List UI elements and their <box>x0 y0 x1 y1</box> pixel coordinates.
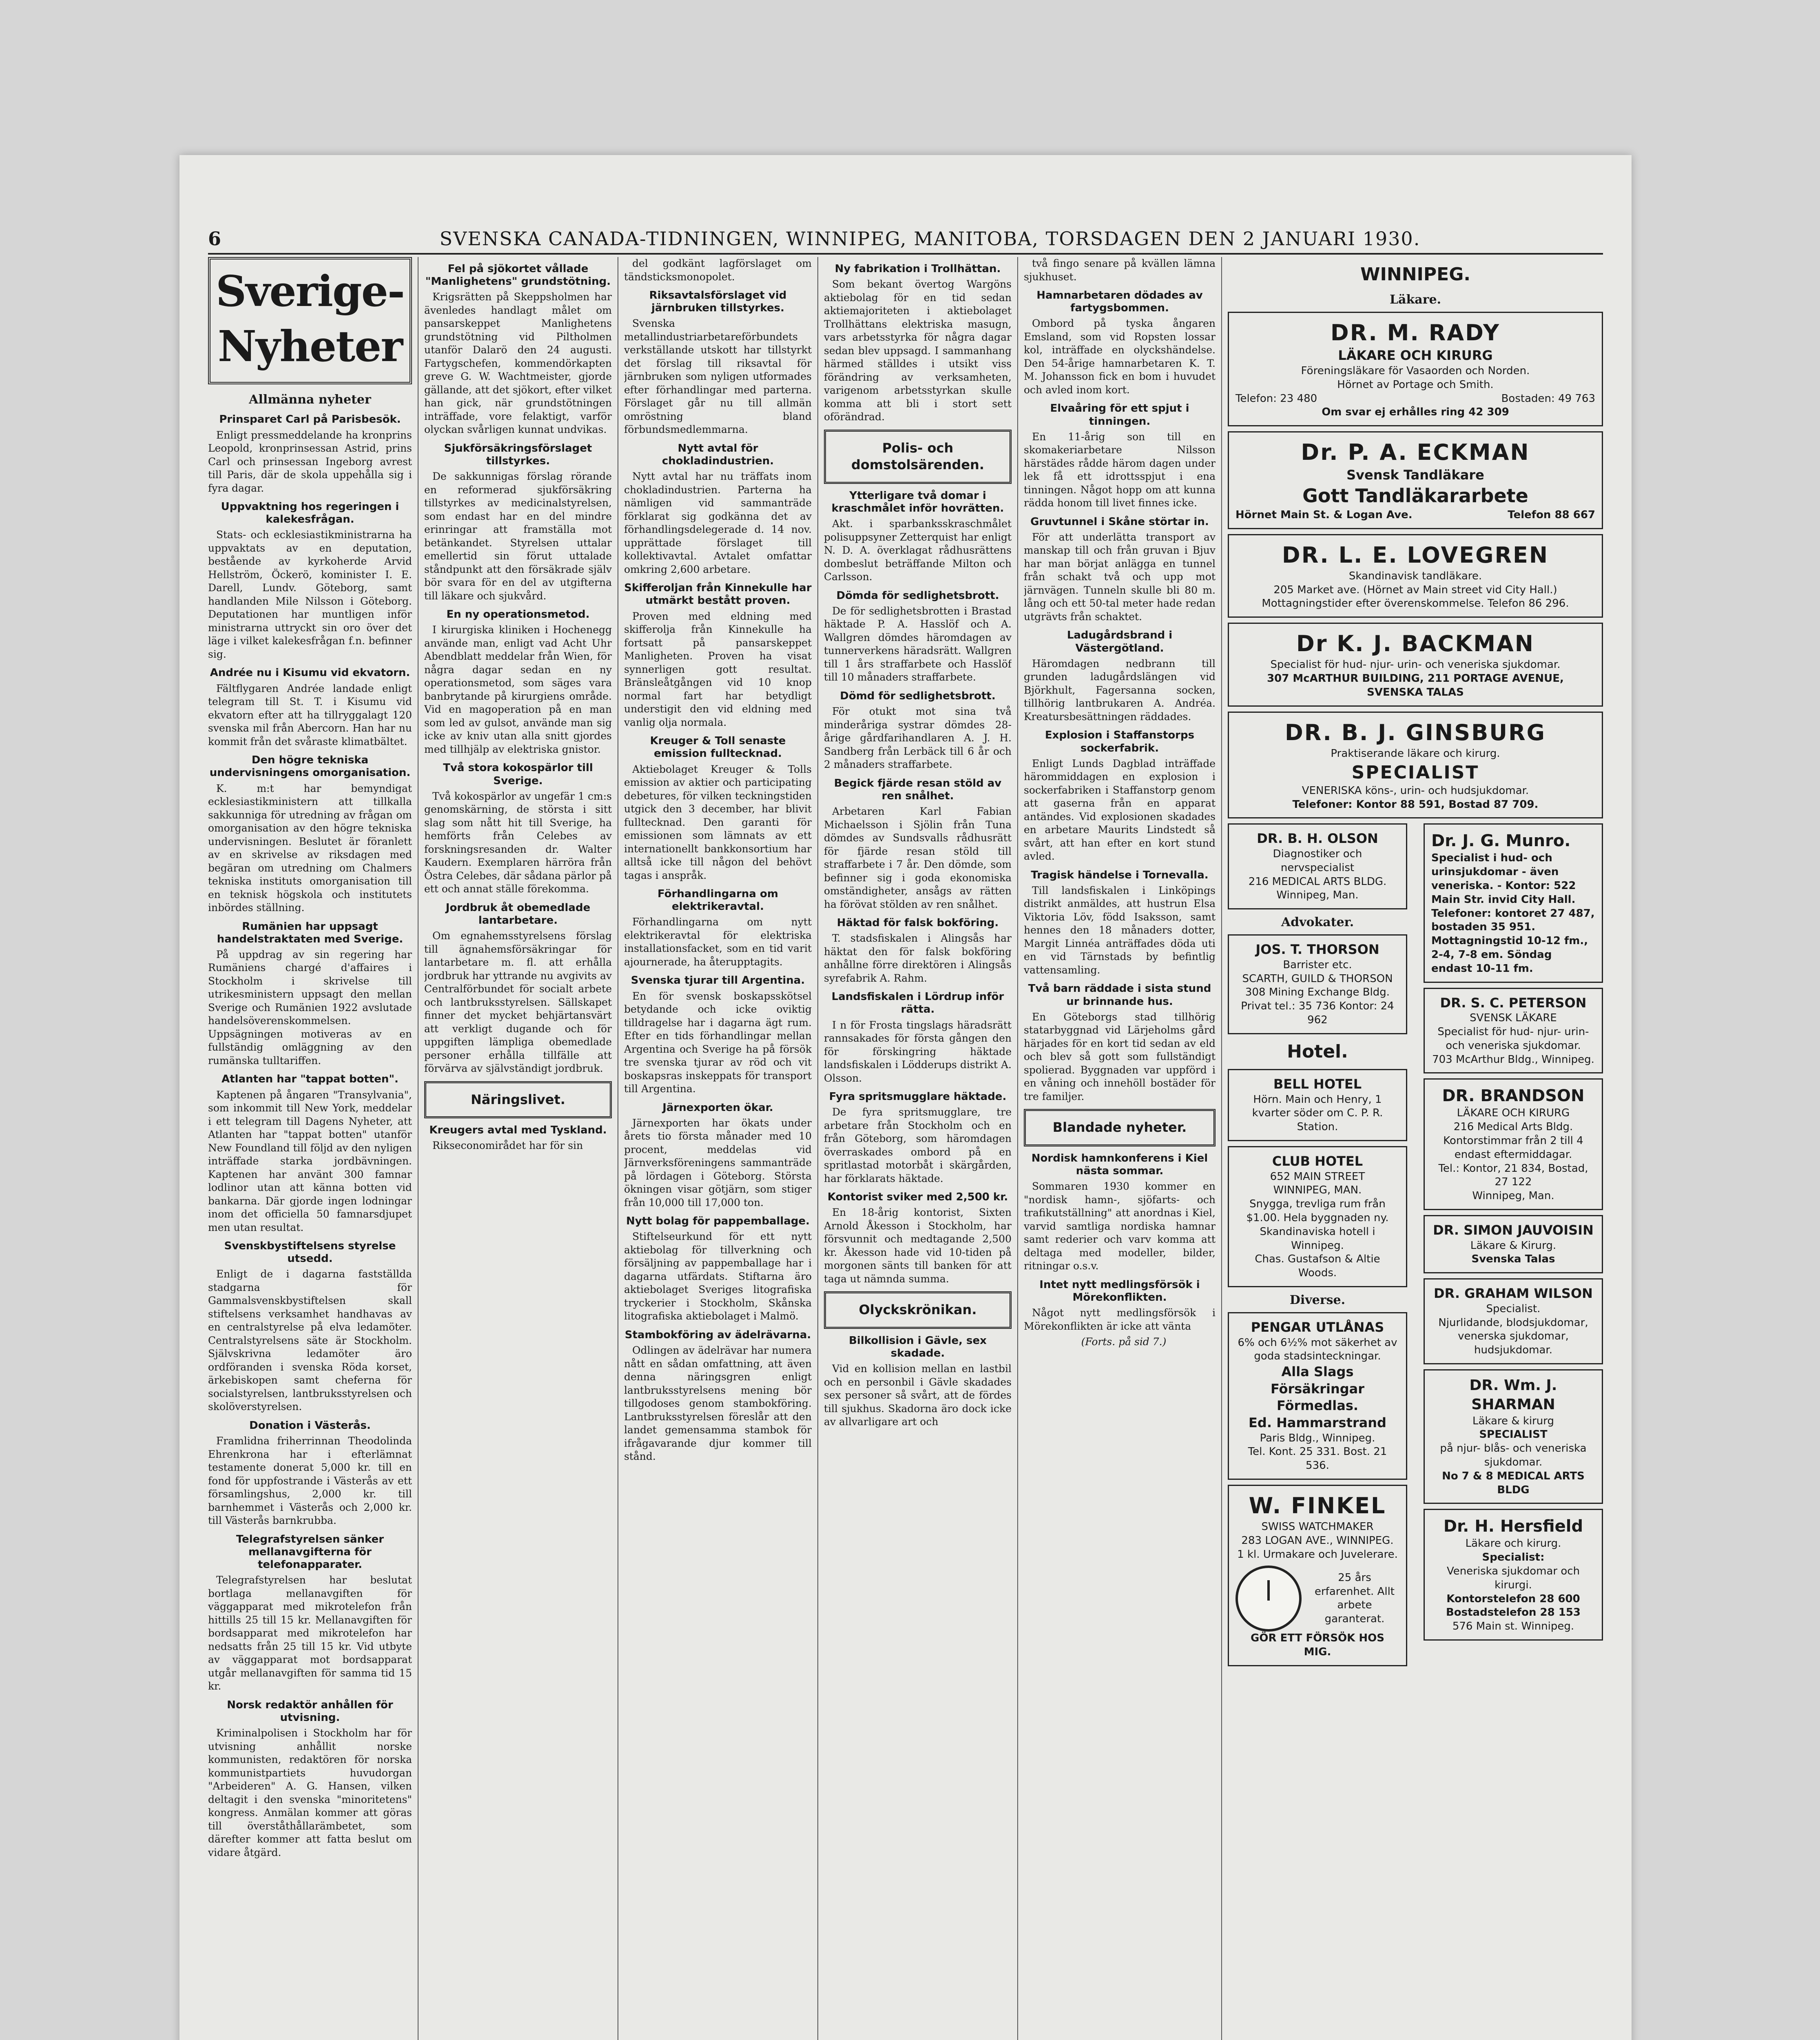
ad-text: Winnipeg, Man. <box>1472 1190 1554 1202</box>
ad-name: W. FINKEL <box>1249 1492 1386 1519</box>
ad-subtitle: Skandinavisk tandläkare. <box>1348 570 1482 582</box>
article-body: I n för Frosta tingslags häradsrätt rannsakades för första gången den för förskingring häktade landsfiskalen i Lödderups distrikt A. Olsson. <box>824 1019 1012 1084</box>
article-headline: Prinsparet Carl på Parisbesök. <box>219 413 401 426</box>
article-body: Ombord på tyska ångaren Emsland, som vid Ropsten lossar kol, inträffade en olyckshändelse. Den 54-årige hamnarbetaren K. T. M. Johansson fick en bom i huvudet och avled inom kort. <box>1024 317 1216 396</box>
newspaper-title: SVENSKA CANADA-TIDNINGEN, WINNIPEG, MANITOBA, TORSDAGEN DEN 2 JANUARI 1930. <box>439 228 1421 250</box>
masthead <box>208 224 1603 255</box>
ad-bell-hotel <box>1228 1069 1407 1141</box>
article-body: Odlingen av ädelrävar har numera nått en sådan omfattning, att även denna näringsgren enligt lantbruksstyrelsens mening bör tillgodoses genom stambokföring. Lantbruksstyrelsen föreslår att den landet gemensamma stambok för ifrågavarande djur kommer till stånd. <box>624 1344 812 1463</box>
ad-subtitle: Läkare och kirurg. <box>1465 1537 1561 1550</box>
article-body: Enligt pressmeddelande ha kronprins Leopold, kronprinsessan Astrid, prins Carl och prinsessan Ingeborg avrest till Paris, där de skola uppehålla sig i fyra dagar. <box>208 429 412 494</box>
article-body: två fingo senare på kvällen lämna sjukhuset. <box>1024 257 1216 283</box>
ad-phone: Bostadstelefon 28 153 <box>1446 1606 1581 1619</box>
ad-name: DR. S. C. PETERSON <box>1440 995 1587 1011</box>
ad-text: Hörnet av Portage och Smith. <box>1337 378 1494 391</box>
ad-address: No 7 & 8 MEDICAL ARTS BLDG <box>1442 1470 1585 1496</box>
article-body: Proven med eldning med skifferolja från Kinnekulle ha fortsatt på pansarskeppet Manligheten. Proven ha visat synnerligen gott resultat. Bränsleåtgången vid 10 knop normal fart har betydligt understigit den vid eldning med vanlig olja normala. <box>624 610 812 728</box>
ad-address: 307 McARTHUR BUILDING, 211 PORTAGE AVENUE, <box>1267 672 1564 685</box>
article-headline: Gruvtunnel i Skåne störtar in. <box>1030 515 1209 528</box>
newspaper-page <box>179 155 1632 2040</box>
ad-address: 703 McArthur Bldg., Winnipeg. <box>1432 1053 1594 1066</box>
column-5 <box>1024 257 1216 2040</box>
ad-hours: Kontorstimmar från 2 till 4 endast eftermiddagar. <box>1443 1135 1583 1161</box>
ad-subtitle: SVENSK LÄKARE <box>1470 1012 1557 1024</box>
article-headline: Kreugers avtal med Tyskland. <box>429 1124 607 1137</box>
ad-note: Om svar ej erhålles ring 42 309 <box>1322 406 1509 419</box>
ad-phone: Tel. Kont. 25 331. Bost. 21 536. <box>1248 1446 1387 1472</box>
ad-subtitle: SWISS WATCHMAKER <box>1261 1521 1374 1533</box>
article-headline: Ytterligare två domar i kraschmålet inför hovrätten. <box>831 489 1004 515</box>
ad-text: Barrister etc. <box>1283 958 1352 971</box>
ad-subtitle: Specialist för hud- njur- urin- och veneriska sjukdomar. <box>1270 659 1561 671</box>
ad-ginsburg <box>1228 712 1603 819</box>
ad-name: DR. GRAHAM WILSON <box>1434 1286 1593 1302</box>
ad-text: Snygga, trevliga rum från $1.00. Hela byggnaden ny. Skandinaviska hotell i Winnipeg. <box>1246 1198 1389 1252</box>
article-headline: Bilkollision i Gävle, sex skadade. <box>849 1335 987 1360</box>
article-headline: Den högre tekniska undervisningens omorganisation. <box>209 754 411 779</box>
ad-subtitle: Läkare & kirurg <box>1472 1415 1554 1427</box>
ad-phone: Kontorstelefon 28 600 <box>1446 1592 1580 1605</box>
ad-phone: Telefon: 23 480 <box>1235 392 1317 405</box>
column-divider <box>1017 257 1018 2040</box>
ads-row <box>1228 823 1603 1671</box>
article-headline: Landsfiskalen i Lördrup inför rätta. <box>831 991 1004 1016</box>
article-headline: Nordisk hamnkonferens i Kiel nästa sommar. <box>1031 1152 1208 1177</box>
column-divider <box>817 257 818 2040</box>
article-body: Som bekant övertog Wargöns aktiebolag för en tid sedan aktiemajoriteten i aktiebolaget Trollhättans elektriska masugn, vars arbetsstyrka för några dagar sedan blev uppsagd. I sammanhang härmed ställdes i utsikt viss förändring av verksamheten, varigenom arbetsstyrkan skulle komma att bli i stort sett oförändrad. <box>824 278 1012 423</box>
ad-text: Chas. Gustafson & Altie Woods. <box>1255 1253 1380 1279</box>
section-box-blandade: Blandade nyheter. <box>1024 1109 1216 1146</box>
ad-phone: Bostaden: 49 763 <box>1501 392 1595 405</box>
article-headline: Sjukförsäkringsförslaget tillstyrkes. <box>444 442 592 468</box>
article-headline: Kreuger & Toll senaste emission fulltecknad. <box>650 735 786 760</box>
ad-thorson <box>1228 934 1407 1034</box>
ad-phone: Tel.: Kontor, 21 834, Bostad, 27 122 <box>1438 1162 1588 1189</box>
ad-name: DR. L. E. LOVEGREN <box>1282 542 1549 568</box>
ad-text: WINNIPEG, MAN. <box>1273 1184 1362 1197</box>
ads-section-lakare: Läkare. <box>1389 293 1441 307</box>
article-body: Till landsfiskalen i Linköpings distrikt anmäldes, att hustrun Elsa Viktoria Löv, född Isaksson, samt hennes den 18 månaders dotter, Margit Linnéa anträffades döda uti en vid Tärnstads by befintlig vattensamling. <box>1024 884 1216 976</box>
article-headline: Ladugårdsbrand i Västergötland. <box>1067 629 1173 654</box>
article-headline: Ny fabrikation i Trollhättan. <box>835 263 1001 275</box>
ad-text: 25 års erfarenhet. Allt arbete garanterat. <box>1315 1571 1395 1625</box>
article-headline: Svenska tjurar till Argentina. <box>631 974 805 987</box>
article-body: Nytt avtal har nu träffats inom chokladindustrien. Parterna ha nämligen vid sammanträde förklarat sig godkänna det av förhandlingsdelegerade d. 14 nov. upprättade förslaget till kollektivavtal. Avtalet omfattar omkring 2,600 arbetare. <box>624 470 812 575</box>
ad-address: 216 Medical Arts Bldg. <box>1453 1121 1573 1133</box>
ad-name: PENGAR UTLÅNAS <box>1251 1319 1384 1335</box>
article-headline: Förhandlingarna om elektrikeravtal. <box>658 888 778 913</box>
ad-address: 652 MAIN STREET <box>1270 1170 1365 1183</box>
ad-rady <box>1228 312 1603 426</box>
ad-subtitle: Svensk Tandläkare <box>1346 467 1484 483</box>
ad-slogan: Gott Tandläkararbete <box>1302 484 1528 507</box>
ad-munro <box>1424 823 1603 982</box>
ad-subtitle: Läkare & Kirurg. <box>1470 1239 1557 1252</box>
ads-section-advokater: Advokater. <box>1281 915 1354 930</box>
section-box-naringslivet: Näringslivet. <box>424 1081 612 1119</box>
article-headline: Norsk redaktör anhållen för utvisning. <box>227 1699 393 1724</box>
article-body: För att underlätta transport av manskap till och från gruvan i Bjuv har man börjat anlägga en tunnel från schakt två och upp mot järnvägen. Tunneln skulle bli 80 m. lång och ett 50-tal meter hade redan utgrävts från schaktet. <box>1024 531 1216 623</box>
article-body: De för sedlighetsbrotten i Brastad häktade P. A. Hasslöf och A. Wallgren dömdes häromdagen av tunnerverkens häradsrätt. Wallgren till 1 års straffarbete och Hasslöf till 10 månaders straffarbete. <box>824 605 1012 683</box>
article-headline: Häktad för falsk bokföring. <box>837 917 999 929</box>
ad-text: 6% och 6½% mot säkerhet av goda stadsinteckningar. <box>1238 1336 1397 1363</box>
ad-name: BELL HOTEL <box>1273 1076 1362 1092</box>
article-body: För otukt mot sina två minderåriga systrar dömdes 28-årige gårdfarihandlaren A. J. H. Sandberg från Lerbäck till 6 år och 2 månaders straffarbete. <box>824 705 1012 771</box>
ad-text: 216 MEDICAL ARTS BLDG. <box>1248 875 1387 888</box>
ad-subtitle: LÄKARE OCH KIRURG <box>1457 1107 1570 1120</box>
article-body: Akt. i sparbanksskraschmålet polisuppsyner Zetterquist har enligt N. D. A. överklagat rådhusrättens dombeslut beträffande Milton och Carlsson. <box>824 518 1012 583</box>
ad-text: VENERISKA köns-, urin- och hudsjukdomar. <box>1302 784 1529 797</box>
ad-address: 205 Market ave. (Hörnet av Main street vid City Hall.) <box>1273 583 1557 596</box>
ad-name: DR. B. J. GINSBURG <box>1284 719 1546 745</box>
ad-text: Ed. Hammarstrand <box>1249 1415 1386 1430</box>
article-body: En Göteborgs stad tillhörig statarbyggnad vid Lärjeholms gård härjades för en kort tid sedan av eld och blev så gott som fullständigt spolierad. Byggnaden var uppförd i en våning och innehöll bostäder för tre familjer. <box>1024 1011 1216 1102</box>
ads-left <box>1228 823 1407 1671</box>
article-headline: Två stora kokospärlor till Sverige. <box>443 762 593 787</box>
ad-olson <box>1228 823 1407 909</box>
article-body: Stiftelseurkund för ett nytt aktiebolag för tillverkning och försäljning av pappemballage har i dagarna utfärdats. Stiftarna äro aktiebolaget Sveriges litografiska tryckerier i Stockholm, Skånska litografiska aktiebolaget i Malmö. <box>624 1231 812 1322</box>
article-headline: Hamnarbetaren dödades av fartygsbommen. <box>1036 289 1203 315</box>
section-box-olyckor: Olyckskrönikan. <box>824 1291 1012 1329</box>
column-3 <box>624 257 812 2040</box>
ad-subtitle: LÄKARE OCH KIRURG <box>1338 348 1493 364</box>
article-headline: Telegrafstyrelsen sänker mellanavgifterna för telefonapparater. <box>236 1533 384 1571</box>
column-1 <box>208 257 412 2040</box>
ad-text: på njur- blås- och veneriska sjukdomar. <box>1440 1442 1587 1468</box>
article-headline: Järnexporten ökar. <box>662 1101 773 1114</box>
article-headline: Elvaåring för ett spjut i tinningen. <box>1050 402 1189 428</box>
article-headline: Nytt avtal för chokladindustrien. <box>662 442 774 468</box>
ad-phone-row <box>1235 508 1595 522</box>
article-body: Järnexporten har ökats under årets tio första månader med 10 procent, meddelas vid Järnverksföreningens sammanträde på lördagen i Göteborg. Största ökningen visar götjärn, som stiger från 10,000 till 17,000 ton. <box>624 1117 812 1208</box>
ad-language: Svenska Talas <box>1471 1253 1555 1266</box>
ad-eckman <box>1228 431 1603 529</box>
article-body: Stats- och ecklesiastikministrarna ha uppvaktats av en deputation, bestående av kyrkoherde Arvid Hellström, Öckerö, kominister I. E. Darell, Lundv. Göteborg, samt handlanden Mile Nilsson i Göteborg. Deputationen har muntligen inför ministrarna uttryckt sin oro över det läge i vilket kalekesfrågan f.n. befinner sig. <box>208 529 412 660</box>
article-headline: Uppvaktning hos regeringen i kalekesfrågan. <box>221 501 399 526</box>
article-headline: En ny operationsmetod. <box>446 608 590 621</box>
ad-hersfield <box>1424 1509 1603 1641</box>
ad-text: Hörn. Main och Henry, 1 kvarter söder om C. P. R. Station. <box>1252 1093 1383 1133</box>
ad-text: Diagnostiker och nervspecialist <box>1273 848 1362 874</box>
ad-name: DR. B. H. OLSON <box>1257 831 1378 847</box>
ad-address: Hörnet Main St. & Logan Ave. <box>1235 508 1413 521</box>
ad-wilson <box>1424 1278 1603 1364</box>
ad-name: Dr. H. Hersfield <box>1443 1517 1583 1536</box>
section-title: Allmänna nyheter <box>249 392 371 407</box>
article-body: Vid en kollision mellan en lastbil och en personbil i Gävle skadades sex personer så svårt, att de fördes till sjukhus. Skadorna äro dock icke av allvarligare art och <box>824 1363 1012 1428</box>
ad-peterson <box>1424 988 1603 1074</box>
article-headline: Nytt bolag för pappemballage. <box>626 1215 810 1228</box>
ads-city-heading: WINNIPEG. <box>1360 264 1471 285</box>
article-headline: Riksavtalsförslaget vid järnbruken tillstyrkes. <box>649 289 787 315</box>
article-headline: Donation i Västerås. <box>249 1419 371 1432</box>
ad-hours: Mottagningstid 10-12 fm., 2-4, 7-8 em. Söndag endast 10-11 fm. <box>1431 935 1588 975</box>
ad-name: Dr. J. G. Munro. <box>1431 832 1571 851</box>
ad-phone: Telefoner: Kontor 88 591, Bostad 87 709. <box>1292 798 1539 811</box>
ad-text: Specialist i hud- och urinsjukdomar - även veneriska. - Kontor: 522 Main Str. invid City Hall. <box>1431 852 1576 906</box>
article-body: En för svensk boskapsskötsel betydande och icke oviktig tilldragelse har i dagarna ägt rum. Efter en tids förhandlingar mellan Argentina och Sverige ha på försök tre svenska tjurar av röd och vit boskapsras inskeppats för transport till Argentina. <box>624 990 812 1095</box>
article-headline: Dömd för sedlighetsbrott. <box>840 690 996 702</box>
article-body: I kirurgiska kliniken i Hochenegg använde man, enligt vad Acht Uhr Abendblatt meddelar från Wien, för några dagar sedan en ny operationsmetod, som säges vara banbrytande på kirurgiens område. Vid en magoperation på en man som led av gulsot, använde man sig icke av kniv utan alla snitt gjordes med tillhjälp av elektriska gnistor. <box>424 624 612 755</box>
ad-name: CLUB HOTEL <box>1272 1153 1363 1169</box>
ad-sharman <box>1424 1369 1603 1504</box>
article-body: Kaptenen på ångaren "Transylvania", som inkommit till New York, meddelar i ett telegram till Dagens Nyheter, att Atlanten har "tappat botten" utanför New Foundland till följd av den nyligen inträffade starka jordbävningen. Kaptenen har använt 300 famnar lodlinor utan att känna botten vid bankarna. Där gjorde ingen lodningar inom det officiella 50 famnarsdjupet men utan resultat. <box>208 1089 412 1233</box>
page-number: 6 <box>208 228 221 250</box>
ad-finkel <box>1228 1485 1407 1666</box>
article-headline: Explosion i Staffanstorps sockerfabrik. <box>1045 729 1195 754</box>
ad-body <box>1235 1565 1399 1632</box>
ad-address: 308 Mining Exchange Bldg. <box>1245 986 1390 999</box>
article-headline: Intet nytt medlingsförsök i Mörekonflikten. <box>1039 1278 1200 1304</box>
ad-subtitle: Praktiserande läkare och kirurg. <box>1331 747 1500 760</box>
ad-lovegren <box>1228 534 1603 618</box>
ads-section-hotel: Hotel. <box>1287 1041 1348 1062</box>
ads-section-diverse: Diverse. <box>1289 1293 1346 1307</box>
article-body: En 18-årig kontorist, Sixten Arnold Åkesson i Stockholm, har försvunnit och medtagande 2,500 kr. Åkesson hade vid 10-tiden på morgonen sänts till banken för att taga ut nämnda summa. <box>824 1206 1012 1285</box>
ad-name: DR. BRANDSON <box>1442 1087 1585 1106</box>
ad-subtitle: Specialist. <box>1486 1302 1541 1315</box>
article-body: K. m:t har bemyndigat ecklesiastikministern att tillkalla sakkunniga för utredning av frågan om omorganisation av den högre tekniska undervisningen. Beslutet är föranlett av en skrivelse av riksdagen med begäran om utredning om Chalmers tekniska instituts omorganisation till en teknisk högskola och institutets inbördes ställning. <box>208 782 412 914</box>
article-body: De sakkunnigas förslag rörande en reformerad sjukförsäkring tillstyrkes av medicinalstyrelsen, som endast har en del mindre erinringar att framställa mot betänkandet. Styrelsen uttalar emellertid sin förut uttalade ståndpunkt att den försäkrade själv bör svara för en del av utgifterna till läkare och sjukvård. <box>424 470 612 602</box>
article-body: Fältflygaren Andrée landade enligt telegram till St. T. i Kisumu vid ekvatorn efter att ha tillryggalagt 120 svenska mil från Abercorn. Han har nu kommit från det svåraste klimatbältet. <box>208 682 412 747</box>
ad-name: JOS. T. THORSON <box>1255 942 1379 958</box>
article-headline: Svenskbystiftelsens styrelse utsedd. <box>224 1240 396 1265</box>
ad-name: DR. M. RADY <box>1330 320 1501 346</box>
ad-jauvoisin <box>1424 1215 1603 1273</box>
advertisement-column <box>1228 257 1603 2040</box>
section-banner: Sverige-Nyheter <box>208 257 412 384</box>
ad-address: 576 Main st. Winnipeg. <box>1452 1620 1574 1633</box>
column-divider <box>1221 257 1222 2040</box>
article-headline: Dömda för sedlighetsbrott. <box>836 589 999 602</box>
article-body: Krigsrätten på Skeppsholmen har ävenledes handlagt målet om pansarskeppet Manlighetens grundstötning vid Piltholmen utanför Dalarö den 24 augusti. Fartygschefen, kommendörkapten greve G. W. Wachtmeister, gjorde gällande, att det sjökort, efter vilket han gick, när grundstötningen inträffade, vore felaktigt, varför olyckan svårligen kunnat undvikas. <box>424 291 612 436</box>
ad-backman <box>1228 623 1603 707</box>
ad-hours: Mottagningstider efter överenskommelse. Telefon 86 296. <box>1262 597 1569 610</box>
pocket-watch-icon <box>1235 1565 1302 1632</box>
article-headline: Tragisk händelse i Tornevalla. <box>1031 869 1209 881</box>
ad-text: Alla Slags Försäkringar Förmedlas. <box>1270 1364 1365 1414</box>
continuation-note: (Forts. på sid 7.) <box>1081 1336 1167 1348</box>
article-headline: Stambokföring av ädelrävarna. <box>624 1328 811 1341</box>
ad-phone: Privat tel.: 35 736 Kontor: 24 962 <box>1241 1000 1394 1027</box>
article-headline: Fyra spritsmugglare häktade. <box>829 1091 1007 1103</box>
article-body: På uppdrag av sin regering har Rumäniens chargé d'affaires i Stockholm i skrivelse till utrikesministern uppsagt den mellan Sverige och Rumänien 1922 avslutade handelsöverenskommelsen. Uppsägningen motiveras av en fullständig omläggning av den rumänska tulltariffen. <box>208 948 412 1067</box>
ad-text: Föreningsläkare för Vasaorden och Norden. <box>1301 364 1530 377</box>
ad-text: Winnipeg, Man. <box>1276 889 1359 902</box>
article-body: Sommaren 1930 kommer en "nordisk hamn-, sjöfarts- och trafikutställning" att anordnas i Kiel, varvid samtliga nordiska hamnar samt rederier och varv komma att deltaga med modeller, bilder, ritningar o.s.v. <box>1024 1180 1216 1272</box>
article-body: T. stadsfiskalen i Alingsås har häktat den för falsk bokföring anhållne förre direktören i Alingsås syrefabrik A. Rahm. <box>824 932 1012 984</box>
column-4 <box>824 257 1012 2040</box>
ad-address: 283 LOGAN AVE., WINNIPEG. <box>1241 1534 1394 1547</box>
article-headline: Rumänien har uppsagt handelstraktaten med Sverige. <box>217 920 403 945</box>
article-body: Förhandlingarna om nytt elektrikeravtal för elektriska installationsfacket, som en tid varit ajournerade, ha återupptagits. <box>624 916 812 968</box>
ad-specialty: SPECIALIST <box>1351 762 1479 783</box>
article-headline: Begick fjärde resan stöld av ren snålhet. <box>834 777 1002 802</box>
article-body: Aktiebolaget Kreuger & Tolls emission av aktier och participating debetures, för vilken teckningstiden utgick den 3 december, har blivit fulltecknad. Den garanti för emissionen som lämnats av ett internationellt bankkonsortium har alltså icke till någon del behövt tagas i anspråk. <box>624 763 812 881</box>
ads-right <box>1424 823 1603 1671</box>
ad-name: Dr. P. A. ECKMAN <box>1301 439 1530 466</box>
ad-brandson <box>1424 1078 1603 1210</box>
ad-pengar <box>1228 1312 1407 1480</box>
article-headline: Fel på sjökortet vållade "Manlighetens" grundstötning. <box>425 263 611 288</box>
ad-phone-row <box>1235 392 1595 406</box>
article-body: Svenska metallindustriarbetareförbundets verkställande utskott har tillstyrkt det förslag till riksavtal för järnbruken som nyligen utformades efter förhandlingar med parterna. Förslaget går nu till allmän omröstning bland förbundsmedlemmarna. <box>624 317 812 436</box>
article-body: En 11-årig son till en skomakeriarbetare Nilsson härstädes rådde härom dagen under lek få ett idrottsspjut i ena tinningen. Något hopp om att kunna rädda honom till livet finnes icke. <box>1024 430 1216 509</box>
ad-text: Njurlidande, blodsjukdomar, venerska sjukdomar, hudsjukdomar. <box>1438 1316 1588 1357</box>
ad-specialty: Specialist: <box>1482 1551 1545 1564</box>
article-body: Enligt de i dagarna fastställda stadgarna för Gammalsvenskbystiftelsen skall stiftelsens verksamhet handhavas av en centralstyrelse på elva ledamöter. Centralstyrelsens säte är Stockholm. Självskrivna ledamöter äro ordföranden i svenska Röda korset, ärkebiskopen samt cheferna för socialstyrelsen, lantbruksstyrelsen och skolöverstyrelsen. <box>208 1268 412 1413</box>
article-body: del godkänt lagförslaget om tändsticksmonopolet. <box>624 257 812 283</box>
article-headline: Atlanten har "tappat botten". <box>221 1073 399 1086</box>
article-body: Enligt Lunds Dagblad inträffade härommiddagen en explosion i sockerfabriken i Staffanstorp genom att gaserna från en apparat antändes. Vid explosionen skadades en arbetare Maurits Lindstedt så svårt, att han efter en kort stund avled. <box>1024 757 1216 863</box>
article-headline: Andrée nu i Kisumu vid ekvatorn. <box>210 667 410 679</box>
section-box-polis: Polis- och domstolsärenden. <box>824 430 1012 484</box>
article-body: Arbetaren Karl Fabian Michaelsson i Sjölin från Tuna dömdes av Sundsvalls rådhusrätt för fjärde resan stöld till straffarbete i 7 år. Den dömde, som befinner sig i goda ekonomiska omständigheter, ansågs av rätten ha förövat stölden av ren snålhet. <box>824 805 1012 910</box>
article-body: Om egnahemsstyrelsens förslag till ägnahemsförsäkringar för lantarbetare m. fl. att erhålla jordbruk har yttrande nu avgivits av Centralförbundet för socialt arbete och lantbruksstyrelsen. Sällskapet finner det mycket behjärtansvärt att verkligt dugande och för uppgiften lämpliga obemedlade personer erhålla tillfälle att förvärva av självständigt jordbruk. <box>424 930 612 1075</box>
article-body: De fyra spritsmugglare, tre arbetare från Stockholm och en från Göteborg, som häromdagen överraskades ombord på en spritlastad motorbåt i skärgården, har förklarats häktade. <box>824 1106 1012 1184</box>
article-headline: Kontorist sviker med 2,500 kr. <box>827 1191 1008 1204</box>
ad-text: Veneriska sjukdomar och kirurgi. <box>1446 1565 1580 1591</box>
article-headline: Två barn räddade i sista stund ur brinnande hus. <box>1028 982 1211 1008</box>
ad-text: SCARTH, GUILD & THORSON <box>1242 972 1393 985</box>
article-body: Rikseconomirådet har för sin <box>432 1140 583 1152</box>
ad-address: Paris Bldg., Winnipeg. <box>1260 1432 1375 1444</box>
article-body: Telegrafstyrelsen har beslutat bortlaga mellanavgiften för väggapparat med mikrotelefon från hittills 25 till 15 kr. Mellanavgiften för bordsapparat med mikrotelefon har nedsatts från 25 till 15 kr. Vid utbyte av väggapparat mot bordsapparat utgår mellanavgiften för samma tid 15 kr. <box>208 1574 412 1692</box>
ad-name: Dr K. J. BACKMAN <box>1296 631 1534 657</box>
article-body: Häromdagen nedbrann till grunden ladugårdslängen vid Björkhult, Fagersanna socken, tillhörig lantbrukaren A. Andréa. Kreatursbesättningen räddades. <box>1024 657 1216 723</box>
ad-name: DR. SIMON JAUVOISIN <box>1433 1222 1594 1238</box>
article-body: Två kokospärlor av ungefär 1 cm:s genomskärning, de största i sitt slag som nått hit till Sverige, ha hemförts från Celebes av forskningsresanden dr. Walter Kaudern. Exemplaren härröra från Östra Celebes, där sådana pärlor på ett och annat ställe förekomma. <box>424 790 612 895</box>
column-2 <box>424 257 612 2040</box>
article-body: Framlidna friherrinnan Theodolinda Ehrenkrona har i efterlämnat testamente donerat 5,000 kr. till en fond för uppfostrande i Västerås av ett församlingshus, 2,000 kr. till barnhemmet i Västerås och 2,000 kr. till Västerås barnkrubba. <box>208 1435 412 1527</box>
article-headline: Jordbruk åt obemedlade lantarbetare. <box>445 901 591 927</box>
article-body: Kriminalpolisen i Stockholm har för utvisning anhållit norske kommunisten, redaktören för norska kommunistpartiets huvudorgan "Arbeideren" A. G. Hansen, vilken deltagit i den svenska "minoritetens" kongress. Anmälan kommer att göras till överståthållarämbetet, som därefter kommer att fatta beslut om vidare åtgärd. <box>208 1727 412 1858</box>
article-headline: Skifferoljan från Kinnekulle har utmärkt bestått proven. <box>624 582 812 607</box>
ad-language: SVENSKA TALAS <box>1367 686 1464 698</box>
ad-slogan: GÖR ETT FÖRSÖK HOS MIG. <box>1251 1632 1384 1659</box>
ad-specialty: SPECIALIST <box>1479 1428 1548 1441</box>
ad-club-hotel <box>1228 1146 1407 1287</box>
ad-text: 1 kl. Urmakare och Juvelerare. <box>1237 1548 1398 1561</box>
ad-text: Specialist för hud- njur- urin- och veneriska sjukdomar. <box>1437 1026 1589 1052</box>
article-body: Något nytt medlingsförsök i Mörekonflikten är icke att vänta <box>1024 1307 1216 1332</box>
ad-name: DR. Wm. J. SHARMAN <box>1469 1377 1557 1413</box>
ad-phone: Telefoner: kontoret 27 487, bostaden 35 951. <box>1431 907 1595 934</box>
ad-phone: Telefon 88 667 <box>1508 508 1595 521</box>
